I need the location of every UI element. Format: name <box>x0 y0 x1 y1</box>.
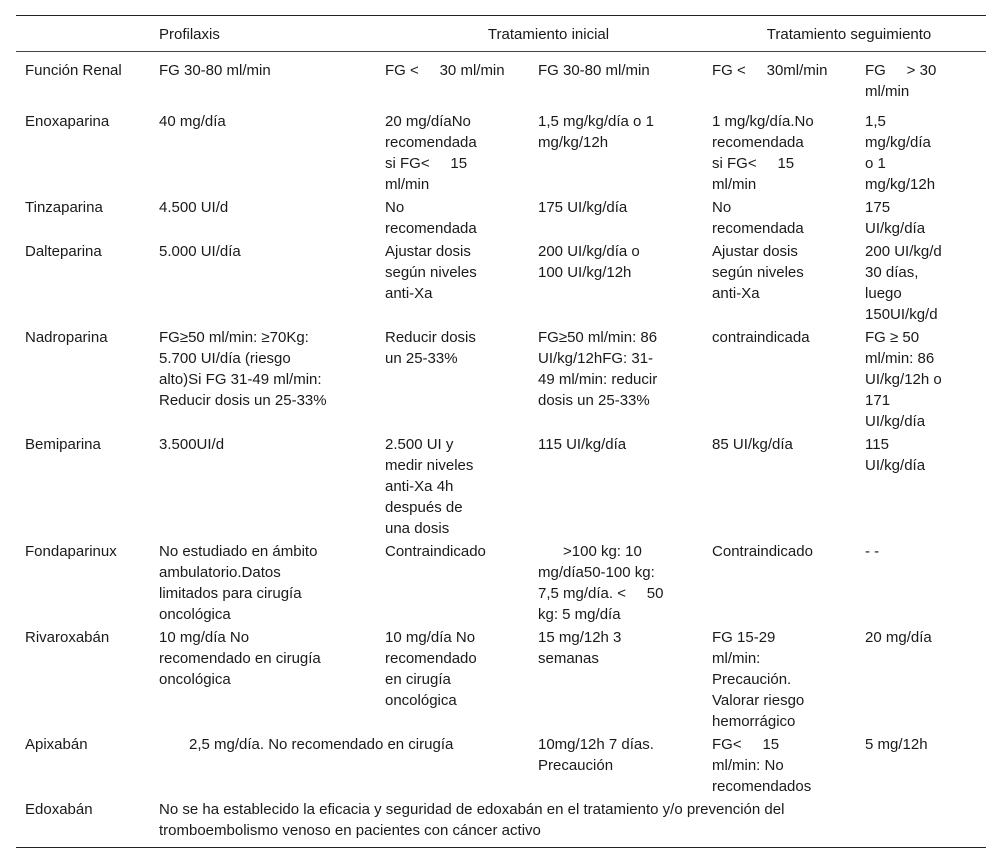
cell-profilaxis: 4.500 UI/d <box>159 199 229 216</box>
cell-ts-lt30: contraindicada <box>712 329 810 346</box>
cell-ti-lt30: No recomendada <box>385 199 477 237</box>
drug-name: Nadroparina <box>25 329 108 346</box>
cell-ts-gt30: 175 UI/kg/día <box>865 199 926 237</box>
cell-ts-lt30: No recomendada <box>712 199 804 237</box>
cell-profilaxis: No estudiado en ámbito ambulatorio.Datos limitados para cirugía oncológica <box>159 543 318 623</box>
subheader-col6: FG > 30 ml/min <box>865 62 937 100</box>
drug-name: Apixabán <box>25 736 88 753</box>
cell-ti-30-80: 10mg/12h 7 días. Precaución <box>538 736 654 774</box>
table-row <box>16 627 986 734</box>
cell-profilaxis: FG≥50 ml/min: ≥70Kg: 5.700 UI/día (riesgo alto)Si FG 31-49 ml/min: Reducir dosis un 25-33% <box>159 329 327 409</box>
cell-ti-lt30: 2.500 UI y medir niveles anti-Xa 4h después de una dosis <box>385 436 474 537</box>
cell-ts-lt30: Contraindicado <box>712 543 813 560</box>
subheader-col3: FG < 30 ml/min <box>385 62 505 79</box>
drug-name: Rivaroxabán <box>25 629 110 646</box>
cell-ts-lt30: 1 mg/kg/día.No recomendada si FG< 15 ml/min <box>712 113 814 193</box>
header-profilaxis-label: Profilaxis <box>159 26 220 43</box>
drug-name: Bemiparina <box>25 436 101 453</box>
table-row <box>16 327 986 434</box>
cell-ti-lt30: 20 mg/díaNo recomendada si FG< 15 ml/min <box>385 113 477 193</box>
cell-ti-30-80: 15 mg/12h 3 semanas <box>538 629 622 667</box>
cell-profilaxis: 3.500UI/d <box>159 436 225 453</box>
cell-profilaxis-merged: 2,5 mg/día. No recomendado en cirugía <box>189 736 454 753</box>
cell-ts-gt30: FG ≥ 50 ml/min: 86 UI/kg/12h o 171 UI/kg/día <box>865 329 942 430</box>
cell-ts-lt30: 85 UI/kg/día <box>712 436 793 453</box>
cell-ti-lt30: Contraindicado <box>385 543 486 560</box>
cell-profilaxis: 5.000 UI/día <box>159 243 241 260</box>
cell-ts-gt30: 1,5 mg/kg/día o 1 mg/kg/12h <box>865 113 936 193</box>
cell-ts-lt30: FG 15-29 ml/min: Precaución. Valorar riesgo hemorrágico <box>712 629 805 730</box>
group-header-row <box>16 16 986 52</box>
cell-ts-gt30: 5 mg/12h <box>865 736 928 753</box>
cell-profilaxis: 10 mg/día No recomendado en cirugía oncológica <box>159 629 321 688</box>
header-tratamiento-inicial <box>385 16 712 52</box>
table-row <box>16 541 986 627</box>
table-row-apixaban <box>16 734 986 799</box>
header-empty-cell <box>16 16 159 52</box>
drug-name: Edoxabán <box>25 801 93 818</box>
cell-profilaxis: 40 mg/día <box>159 113 226 130</box>
cell-ts-lt30: Ajustar dosis según niveles anti-Xa <box>712 243 804 302</box>
subheader-col4: FG 30-80 ml/min <box>538 62 650 79</box>
cell-ti-30-80: 115 UI/kg/día <box>538 436 627 453</box>
anticoagulant-dosing-table <box>16 15 986 848</box>
drug-name: Dalteparina <box>25 243 102 260</box>
cell-ti-30-80: 200 UI/kg/día o 100 UI/kg/12h <box>538 243 640 281</box>
header-tratamiento-inicial-label: Tratamiento inicial <box>487 26 610 43</box>
subheader-col5: FG < 30ml/min <box>712 62 828 79</box>
drug-name: Enoxaparina <box>25 113 110 130</box>
table-row <box>16 434 986 541</box>
table-row <box>16 241 986 327</box>
header-tratamiento-seguimiento-label: Tratamiento seguimiento <box>766 26 932 43</box>
renal-function-row <box>16 52 986 105</box>
table-row-edoxaban <box>16 799 986 848</box>
cell-ti-30-80: >100 kg: 10 mg/día50-100 kg: 7,5 mg/día. < 50 kg: 5 mg/día <box>538 543 664 623</box>
funcion-renal-label: Función Renal <box>25 62 122 79</box>
cell-ts-gt30: - - <box>865 543 880 560</box>
cell-ti-lt30: Ajustar dosis según niveles anti-Xa <box>385 243 477 302</box>
cell-ti-30-80: FG≥50 ml/min: 86 UI/kg/12hFG: 31- 49 ml/min: reducir dosis un 25-33% <box>538 329 658 409</box>
drug-name: Fondaparinux <box>25 543 117 560</box>
drug-name: Tinzaparina <box>25 199 103 216</box>
cell-ti-30-80: 175 UI/kg/día <box>538 199 628 216</box>
cell-ti-30-80: 1,5 mg/kg/día o 1 mg/kg/12h <box>538 113 654 151</box>
cell-edoxaban-note: No se ha establecido la eficacia y seguridad de edoxabán en el tratamiento y/o prevención del tromboembolismo venoso en pacientes con cáncer activo <box>159 801 785 839</box>
header-profilaxis <box>159 16 385 52</box>
subheader-col2: FG 30-80 ml/min <box>159 62 271 79</box>
cell-ts-gt30: 200 UI/kg/d 30 días, luego 150UI/kg/d <box>865 243 942 323</box>
cell-ti-lt30: 10 mg/día No recomendado en cirugía oncológica <box>385 629 477 709</box>
table-row <box>16 104 986 197</box>
cell-ti-lt30: Reducir dosis un 25-33% <box>385 329 476 367</box>
table-row <box>16 197 986 241</box>
cell-ts-gt30: 115 UI/kg/día <box>865 436 926 474</box>
header-tratamiento-seguimiento <box>712 16 986 52</box>
cell-ts-lt30: FG< 15 ml/min: No recomendados <box>712 736 812 795</box>
cell-ts-gt30: 20 mg/día <box>865 629 932 646</box>
